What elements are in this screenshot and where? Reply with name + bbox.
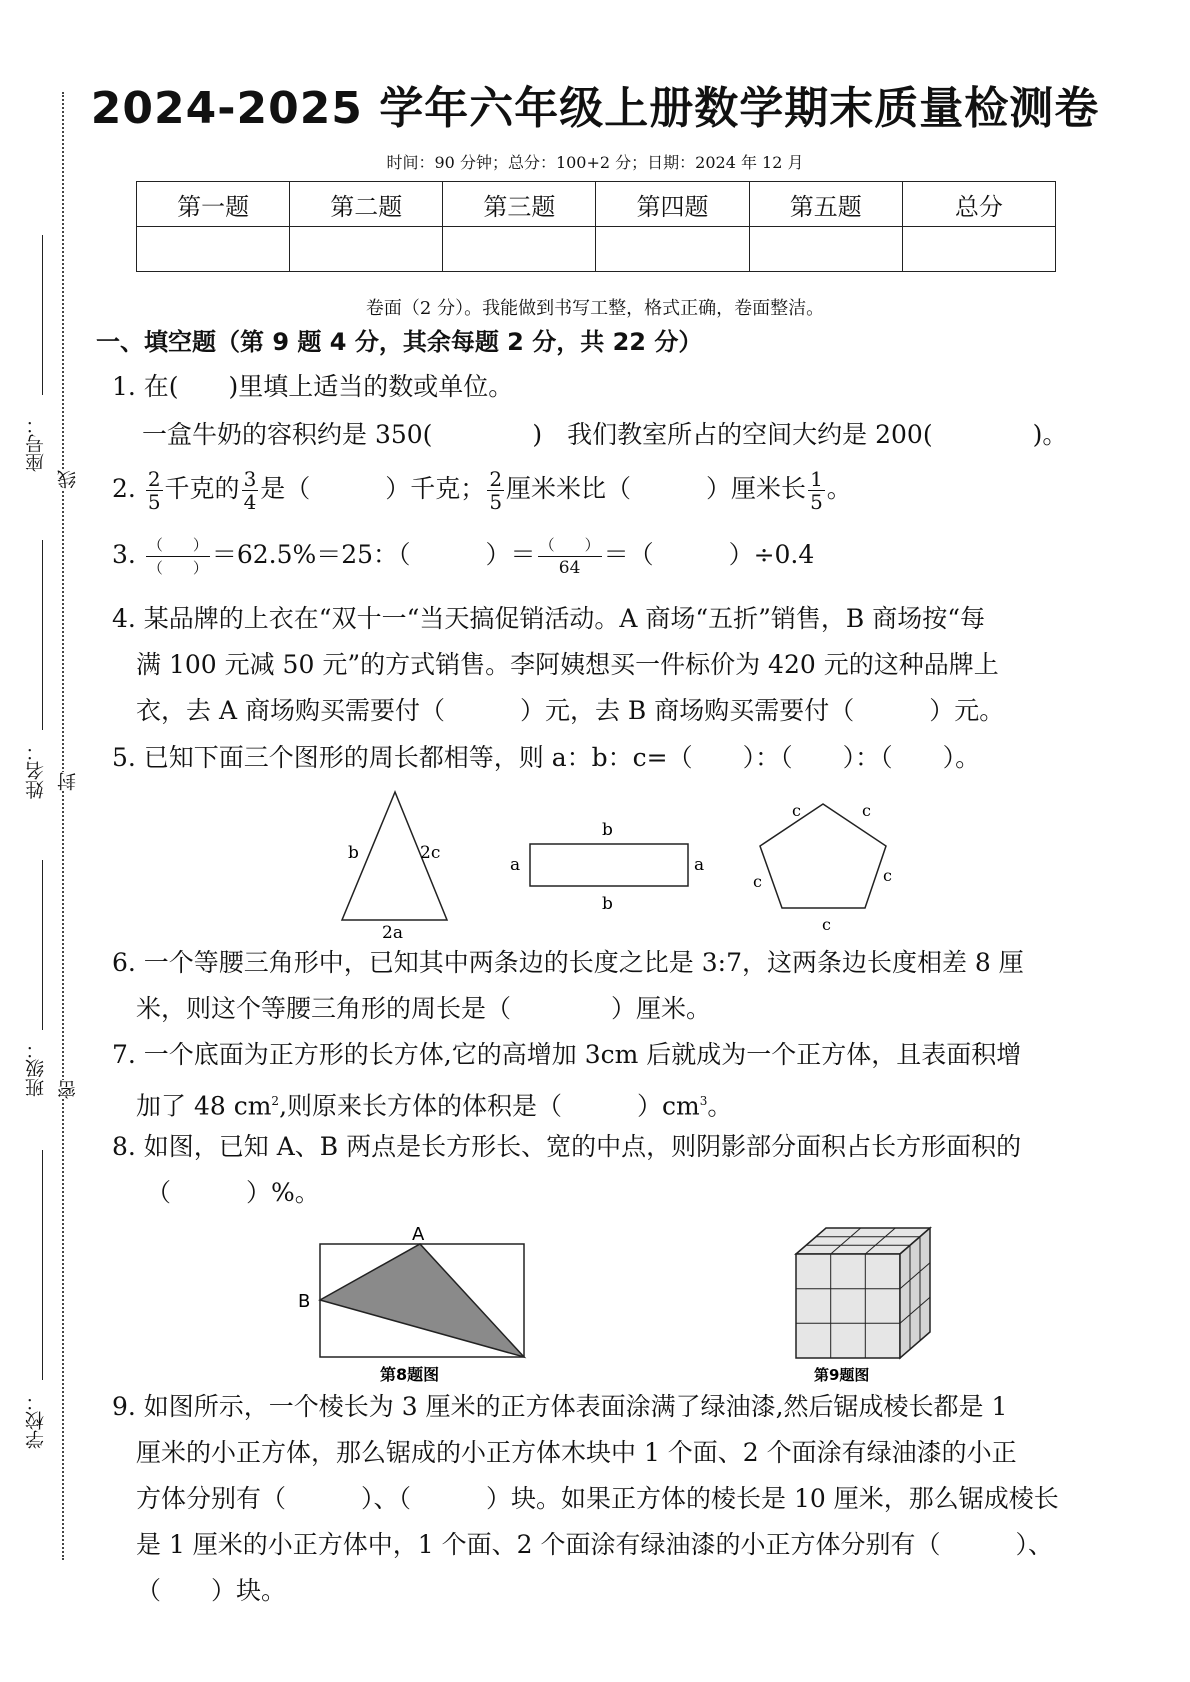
- q2: [112, 466, 852, 513]
- q2-text-2: 是（ ）千克；: [260, 474, 486, 503]
- line-mark: 线: [54, 470, 81, 489]
- q7-text-a: 加了 48 cm: [136, 1091, 272, 1121]
- q4-line-2: 满 100 元减 50 元”的方式销售。李阿姨想买一件标价为 420 元的这种品牌上: [136, 650, 999, 679]
- score-cell-3[interactable]: [443, 227, 596, 272]
- q9-caption: 第9题图: [814, 1366, 870, 1384]
- q5-pent-label-3: c: [753, 872, 762, 891]
- q3-f1-num: （ ）: [146, 534, 210, 557]
- score-input-row[interactable]: [137, 227, 1056, 272]
- q3-text-2: ＝（ ）÷0.4: [603, 540, 815, 569]
- q5-tri-bottom-label: 2a: [382, 923, 403, 940]
- q8-shaded-triangle: [320, 1244, 524, 1357]
- score-col-1: 第一题: [137, 182, 290, 227]
- q7-superscript-3: 3: [699, 1094, 708, 1108]
- name-line: [42, 540, 43, 730]
- q6-line-2: 米，则这个等腰三角形的周长是（ ）厘米。: [136, 994, 712, 1023]
- class-line: [42, 860, 43, 1030]
- q7-line-1: 7. 一个底面为正方形的长方体,它的高增加 3cm 后就成为一个正方体，且表面积增: [112, 1040, 1022, 1069]
- q2-f3-den: 5: [489, 490, 503, 514]
- q4-line-3: 衣，去 A 商场购买需要付（ ）元，去 B 商场购买需要付（ ）元。: [136, 696, 1005, 725]
- q2-f1-num: 2: [147, 467, 161, 491]
- q9-line-2: 厘米的小正方体，那么锯成的小正方体木块中 1 个面、2 个面涂有绿油漆的小正: [136, 1438, 1017, 1467]
- exam-info: 时间：90 分钟；总分：100+2 分；日期：2024 年 12 月: [386, 153, 804, 172]
- q4-line-1: 4. 某品牌的上衣在“双十一“当天搞促销活动。A 商场“五折”销售，B 商场按“每: [112, 604, 986, 633]
- q3-f2-den: 64: [558, 558, 581, 578]
- q5-figures: [320, 790, 920, 940]
- q5-rect-top-label: b: [602, 820, 613, 840]
- q5-text: 5. 已知下面三个图形的周长都相等，则 a：b：c=（ ）：（ ）：（ ）。: [112, 743, 981, 772]
- q3-f2-num: （ ）: [538, 534, 602, 557]
- q2-f1-den: 5: [147, 490, 161, 514]
- q2-f2-den: 4: [243, 490, 257, 514]
- q2-number: 2.: [112, 474, 136, 503]
- q3-fraction-1: [146, 534, 210, 579]
- q5-rect-right-label: a: [694, 855, 705, 875]
- score-col-3: 第三题: [443, 182, 596, 227]
- q2-f4-den: 5: [810, 490, 823, 514]
- q3-number: 3.: [112, 540, 136, 569]
- q2-text-1: 千克的: [164, 474, 240, 503]
- score-table: [136, 181, 1056, 272]
- q8-label-b: B: [298, 1291, 311, 1312]
- q3-text-1: ＝62.5%＝25：（ ）＝: [211, 540, 536, 569]
- score-col-5: 第五题: [749, 182, 902, 227]
- q8-figure: [290, 1222, 540, 1387]
- q8-label-a: A: [412, 1224, 425, 1245]
- q2-fraction-2: [242, 468, 259, 513]
- score-header-row: [137, 182, 1056, 227]
- q2-f2-num: 3: [243, 467, 257, 491]
- secret-mark: 密: [54, 1080, 81, 1099]
- q5-rect-left-label: a: [510, 855, 521, 875]
- score-cell-5[interactable]: [749, 227, 902, 272]
- school-line: [42, 1150, 43, 1380]
- seal-mark: 封: [54, 772, 81, 791]
- q7-superscript-2: 2: [271, 1094, 280, 1108]
- q2-f4-num: 1: [810, 467, 823, 491]
- score-cell-2[interactable]: [290, 227, 443, 272]
- q3: [112, 532, 814, 579]
- q1-line-2: 一盒牛奶的容积约是 350( ) 我们教室所占的空间大约是 200( )。: [142, 420, 1068, 449]
- score-cell-total[interactable]: [902, 227, 1055, 272]
- q2-text-3: 厘米米比（ ）厘米长: [506, 474, 807, 503]
- q9-line-4: 是 1 厘米的小正方体中，1 个面、2 个面涂有绿油漆的小正方体分别有（ ）、: [136, 1530, 1054, 1559]
- q9-line-1: 9. 如图所示，一个棱长为 3 厘米的正方体表面涂满了绿油漆,然后锯成棱长都是 1: [112, 1392, 1008, 1421]
- q7-line-2: [136, 1078, 732, 1129]
- q5-rectangle: [530, 844, 688, 886]
- q5-pent-label-5: c: [822, 915, 831, 934]
- name-label: 姓名：: [25, 742, 47, 799]
- q5-tri-left-label: b: [348, 843, 359, 863]
- q9-cube-figure: [790, 1222, 950, 1387]
- q2-fraction-4: [808, 468, 825, 513]
- q9-line-3: 方体分别有（ ）、（ ）块。如果正方体的棱长是 10 厘米，那么锯成棱长: [136, 1484, 1059, 1513]
- q1-line-1: 1. 在( )里填上适当的数或单位。: [112, 372, 514, 401]
- class-label: 班级：: [25, 1040, 47, 1097]
- q3-fraction-2: [538, 534, 602, 579]
- score-col-4: 第四题: [596, 182, 749, 227]
- q8-caption: 第8题图: [380, 1365, 440, 1384]
- q5-tri-right-label: 2c: [420, 843, 441, 863]
- q5-pent-label-1: c: [792, 801, 801, 820]
- q9-line-5: （ ）块。: [136, 1576, 287, 1605]
- section-1-title: 一、填空题（第 9 题 4 分，其余每题 2 分，共 22 分）: [96, 328, 703, 356]
- q2-text-4: 。: [826, 474, 852, 503]
- q8-line-2: （ ）%。: [146, 1178, 320, 1207]
- q5-rect-bottom-label: b: [602, 894, 613, 914]
- q7-text-c: 。: [707, 1091, 733, 1121]
- q2-f3-num: 2: [489, 467, 503, 491]
- q2-fraction-3: [487, 468, 504, 513]
- neatness-note: 卷面（2 分）。我能做到书写工整，格式正确，卷面整洁。: [365, 298, 825, 319]
- q8-line-1: 8. 如图，已知 A、B 两点是长方形长、宽的中点，则阴影部分面积占长方形面积的: [112, 1132, 1022, 1161]
- score-col-total: 总分: [902, 182, 1055, 227]
- q5-pent-label-4: c: [883, 866, 892, 885]
- score-cell-1[interactable]: [137, 227, 290, 272]
- q6-line-1: 6. 一个等腰三角形中，已知其中两条边的长度之比是 3:7，这两条边长度相差 8 厘: [112, 948, 1024, 977]
- page-title: 2024-2025 学年六年级上册数学期末质量检测卷: [90, 83, 1100, 134]
- score-col-2: 第二题: [290, 182, 443, 227]
- q7-text-b: ,则原来长方体的体积是（ ）cm: [279, 1091, 700, 1121]
- score-cell-4[interactable]: [596, 227, 749, 272]
- q2-fraction-1: [146, 468, 163, 513]
- q3-f1-den: （ ）: [147, 559, 208, 577]
- q9-cube-front: [796, 1254, 900, 1358]
- seat-label: 座号：: [25, 415, 47, 472]
- q5-pent-label-2: c: [862, 801, 871, 820]
- school-label: 学校：: [25, 1392, 47, 1449]
